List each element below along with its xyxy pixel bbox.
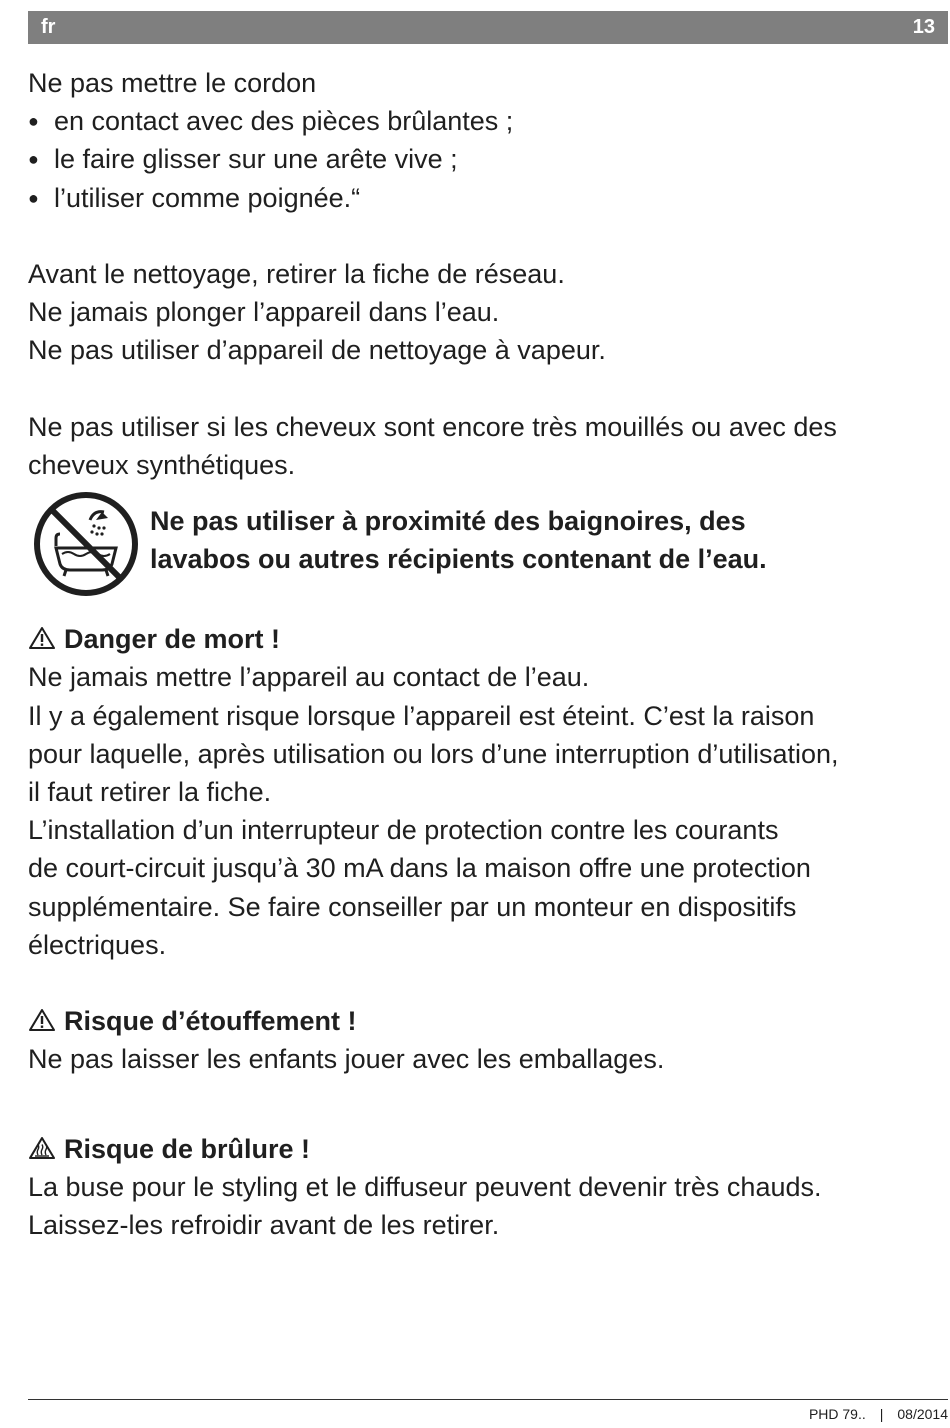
danger-line: supplémentaire. Se faire conseiller par un monteur en dispositifs xyxy=(28,891,797,922)
page-number: 13 xyxy=(912,16,935,38)
bath-warning-line: lavabos ou autres récipients contenant de l’eau. xyxy=(150,544,767,575)
language-code: fr xyxy=(41,16,56,38)
cord-intro: Ne pas mettre le cordon xyxy=(28,68,317,98)
bullet-icon: ● xyxy=(28,149,39,170)
hot-surface-icon xyxy=(28,1136,56,1160)
cleaning-line: Ne jamais plonger l’appareil dans l’eau. xyxy=(28,297,500,328)
no-bathtub-icon xyxy=(32,490,140,598)
burn-title: Risque de brûlure ! xyxy=(64,1133,311,1164)
bath-warning-line: Ne pas utiliser à proximité des baignoires, des xyxy=(150,506,746,537)
cord-bullet xyxy=(28,140,948,178)
burn-heading xyxy=(28,1130,948,1168)
danger-line: de court-circuit jusqu’à 30 mA dans la maison offre une protection xyxy=(28,853,811,884)
cord-bullet-text: en contact avec des pièces brûlantes ; xyxy=(54,106,514,137)
bath-warning-text xyxy=(150,502,767,578)
bath-warning xyxy=(28,502,948,598)
cleaning-line: Ne pas utiliser d’appareil de nettoyage à vapeur. xyxy=(28,335,606,366)
footer-rule xyxy=(28,1399,948,1400)
danger-heading xyxy=(28,620,948,658)
danger-title: Danger de mort ! xyxy=(64,624,281,655)
suffocation-heading xyxy=(28,1002,948,1040)
header-bar xyxy=(28,11,948,44)
warning-triangle-icon xyxy=(28,1008,56,1032)
danger-line: Ne jamais mettre l’appareil au contact de l’eau. xyxy=(28,662,590,693)
bullet-icon: ● xyxy=(28,111,39,132)
footer xyxy=(809,1406,948,1422)
danger-line: Il y a également risque lorsque l’appareil est éteint. C’est la raison xyxy=(28,700,815,731)
cord-bullet xyxy=(28,179,948,217)
hair-line: cheveux synthétiques. xyxy=(28,450,296,480)
cord-bullet-text: le faire glisser sur une arête vive ; xyxy=(54,144,458,175)
footer-model: PHD 79.. xyxy=(808,1406,866,1422)
footer-date: 08/2014 xyxy=(897,1406,948,1422)
suffocation-line: Ne pas laisser les enfants jouer avec les emballages. xyxy=(28,1044,665,1075)
danger-line: électriques. xyxy=(28,929,167,960)
cord-bullet-text: l’utiliser comme poignée.“ xyxy=(54,182,361,213)
danger-line: il faut retirer la fiche. xyxy=(28,777,272,808)
page-content xyxy=(28,64,948,1244)
footer-separator: | xyxy=(879,1406,884,1422)
hair-line: Ne pas utiliser si les cheveux sont encore très mouillés ou avec des xyxy=(28,411,837,442)
warning-triangle-icon xyxy=(28,626,56,650)
danger-line: pour laquelle, après utilisation ou lors d’une interruption d’utilisation, xyxy=(28,738,839,769)
bullet-icon: ● xyxy=(28,187,39,208)
danger-line: L’installation d’un interrupteur de protection contre les courants xyxy=(28,815,779,846)
cleaning-line: Avant le nettoyage, retirer la fiche de réseau. xyxy=(28,259,565,289)
suffocation-title: Risque d’étouffement ! xyxy=(64,1006,357,1037)
burn-line: Laissez-les refroidir avant de les retirer. xyxy=(28,1210,500,1241)
cord-bullet xyxy=(28,102,948,140)
burn-line: La buse pour le styling et le diffuseur peuvent devenir très chauds. xyxy=(28,1171,822,1202)
